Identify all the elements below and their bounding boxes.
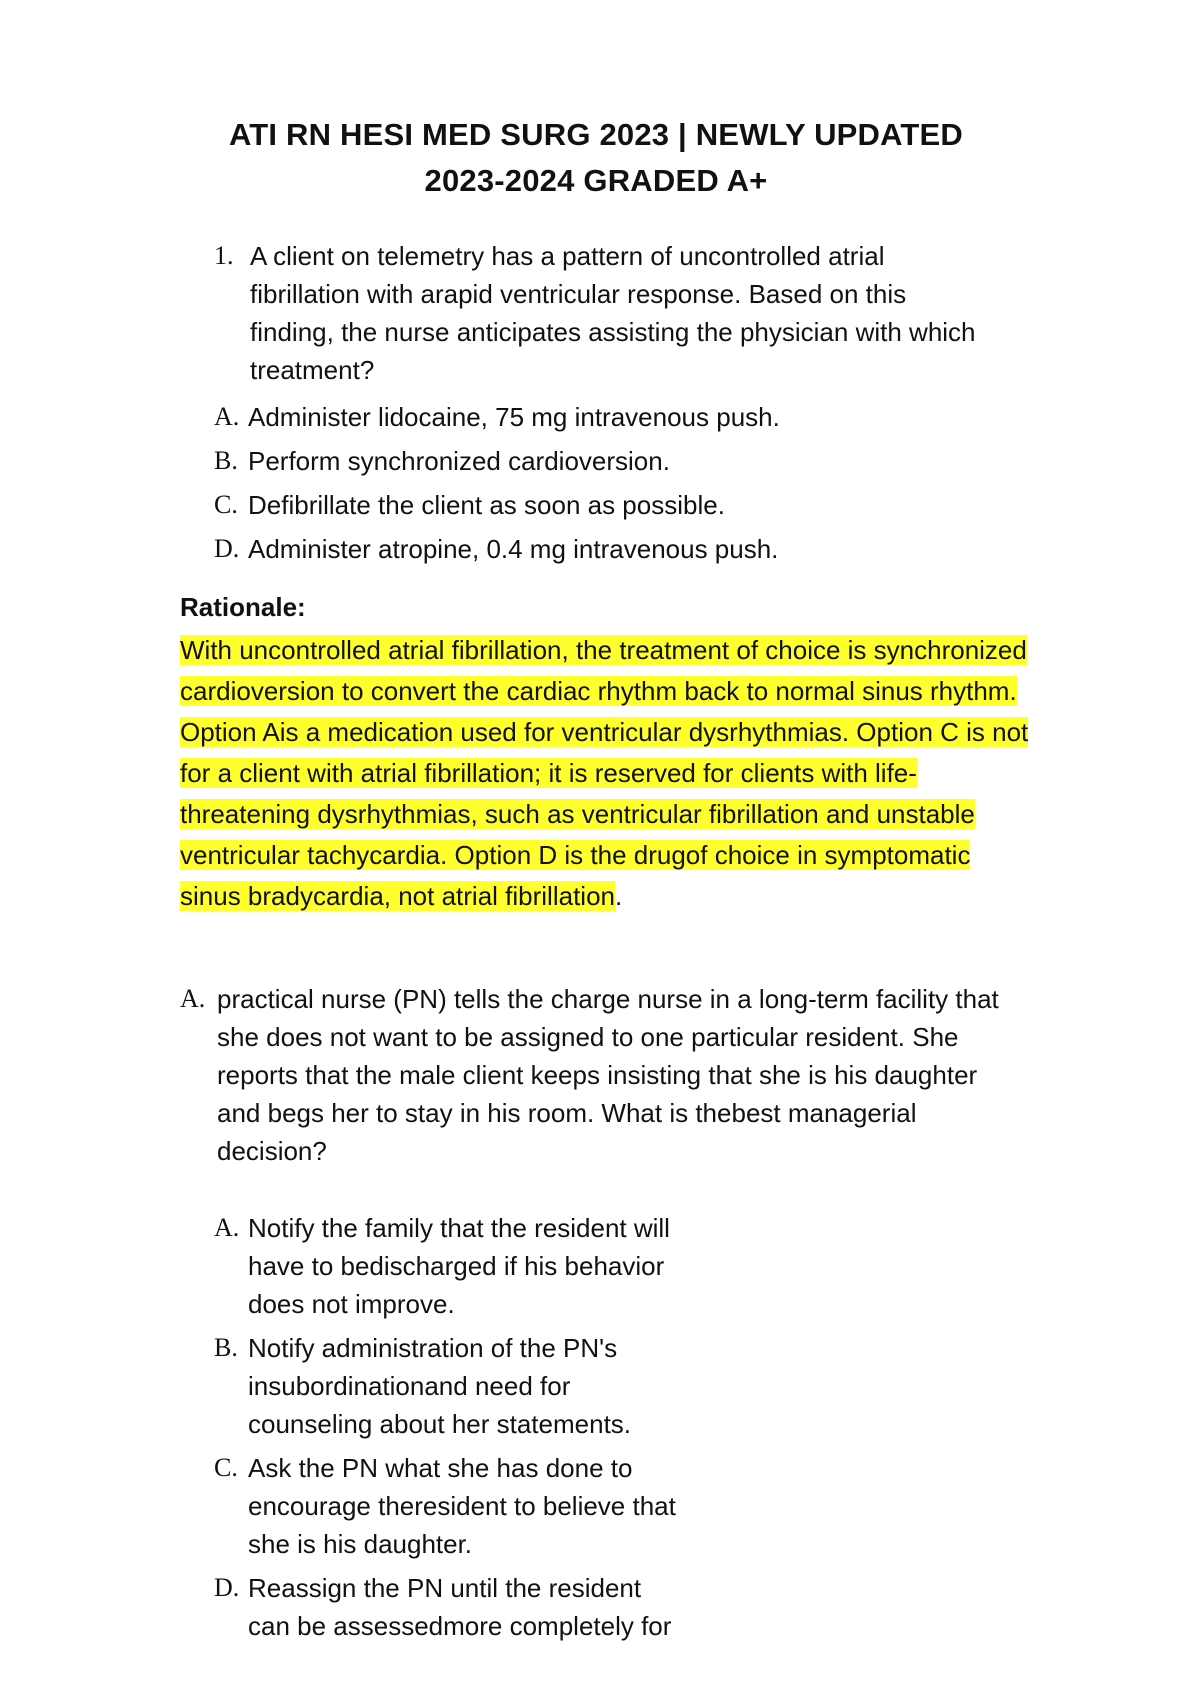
q2-option-a — [214, 1209, 684, 1323]
q1-option-a-letter: A. — [214, 402, 240, 431]
question-1-number: 1. — [214, 241, 234, 270]
q1-option-d — [214, 530, 994, 568]
q1-option-c-text: Defibrillate the client as soon as possible. — [248, 490, 725, 520]
rationale-highlight: With uncontrolled atrial fibrillation, the treatment of choice is synchronized cardioversion to convert the cardiac rhythm back to normal sinus rhythm. Option Ais a medication used for ventricular dysrhythmias. Option C is not for a client with atrial fibrillation; it is reserved for clients with life-threatening dysrhythmias, such as ventricular fibrillation and unstable ventricular tachycardia. Option D is the drugof choice in symptomatic sinus bradycardia, not atrial fibrillation — [180, 635, 1029, 911]
q2-option-d — [214, 1569, 684, 1645]
q1-option-d-letter: D. — [214, 534, 240, 563]
q2-option-d-text: Reassign the PN until the resident can be assessedmore completely for — [248, 1573, 672, 1641]
question-2-letter: A. — [180, 984, 206, 1013]
q1-option-b-letter: B. — [214, 446, 238, 475]
q1-option-c-letter: C. — [214, 490, 238, 519]
question-1 — [214, 237, 994, 389]
document-title — [0, 112, 1192, 204]
q2-option-a-text: Notify the family that the resident will have to bedischarged if his behavior does not improve. — [248, 1213, 670, 1319]
q1-option-b-text: Perform synchronized cardioversion. — [248, 446, 670, 476]
title-line-2: 2023-2024 GRADED A+ — [424, 163, 768, 198]
q2-option-c — [214, 1449, 684, 1563]
question-2-text: practical nurse (PN) tells the charge nurse in a long-term facility that she does not want to be assigned to one particular resident. She reports that the male client keeps insisting that she is his daughter and begs her to stay in his room. What is thebest managerial decision? — [217, 984, 999, 1166]
q2-option-b — [214, 1329, 684, 1443]
title-line-1: ATI RN HESI MED SURG 2023 | NEWLY UPDATED — [228, 117, 964, 152]
q2-option-c-letter: C. — [214, 1453, 238, 1482]
q2-option-d-letter: D. — [214, 1573, 240, 1602]
q1-option-c — [214, 486, 994, 524]
q1-option-a — [214, 398, 994, 436]
rationale-end: . — [615, 881, 623, 911]
q2-option-b-text: Notify administration of the PN's insubordinationand need for counseling about her statements. — [248, 1333, 632, 1439]
rationale-label: Rationale: — [180, 592, 306, 622]
q1-option-b — [214, 442, 994, 480]
question-2 — [180, 980, 1020, 1170]
q2-option-a-letter: A. — [214, 1213, 240, 1242]
rationale-text — [180, 630, 1030, 917]
q1-option-d-text: Administer atropine, 0.4 mg intravenous push. — [248, 534, 779, 564]
q2-option-b-letter: B. — [214, 1333, 238, 1362]
q1-option-a-text: Administer lidocaine, 75 mg intravenous push. — [248, 402, 780, 432]
q2-option-c-text: Ask the PN what she has done to encourage theresident to believe that she is his daughter. — [248, 1453, 676, 1559]
question-1-text: A client on telemetry has a pattern of uncontrolled atrial fibrillation with arapid ventricular response. Based on this finding, the nurse anticipates assisting the physician with which treatment? — [250, 241, 976, 385]
